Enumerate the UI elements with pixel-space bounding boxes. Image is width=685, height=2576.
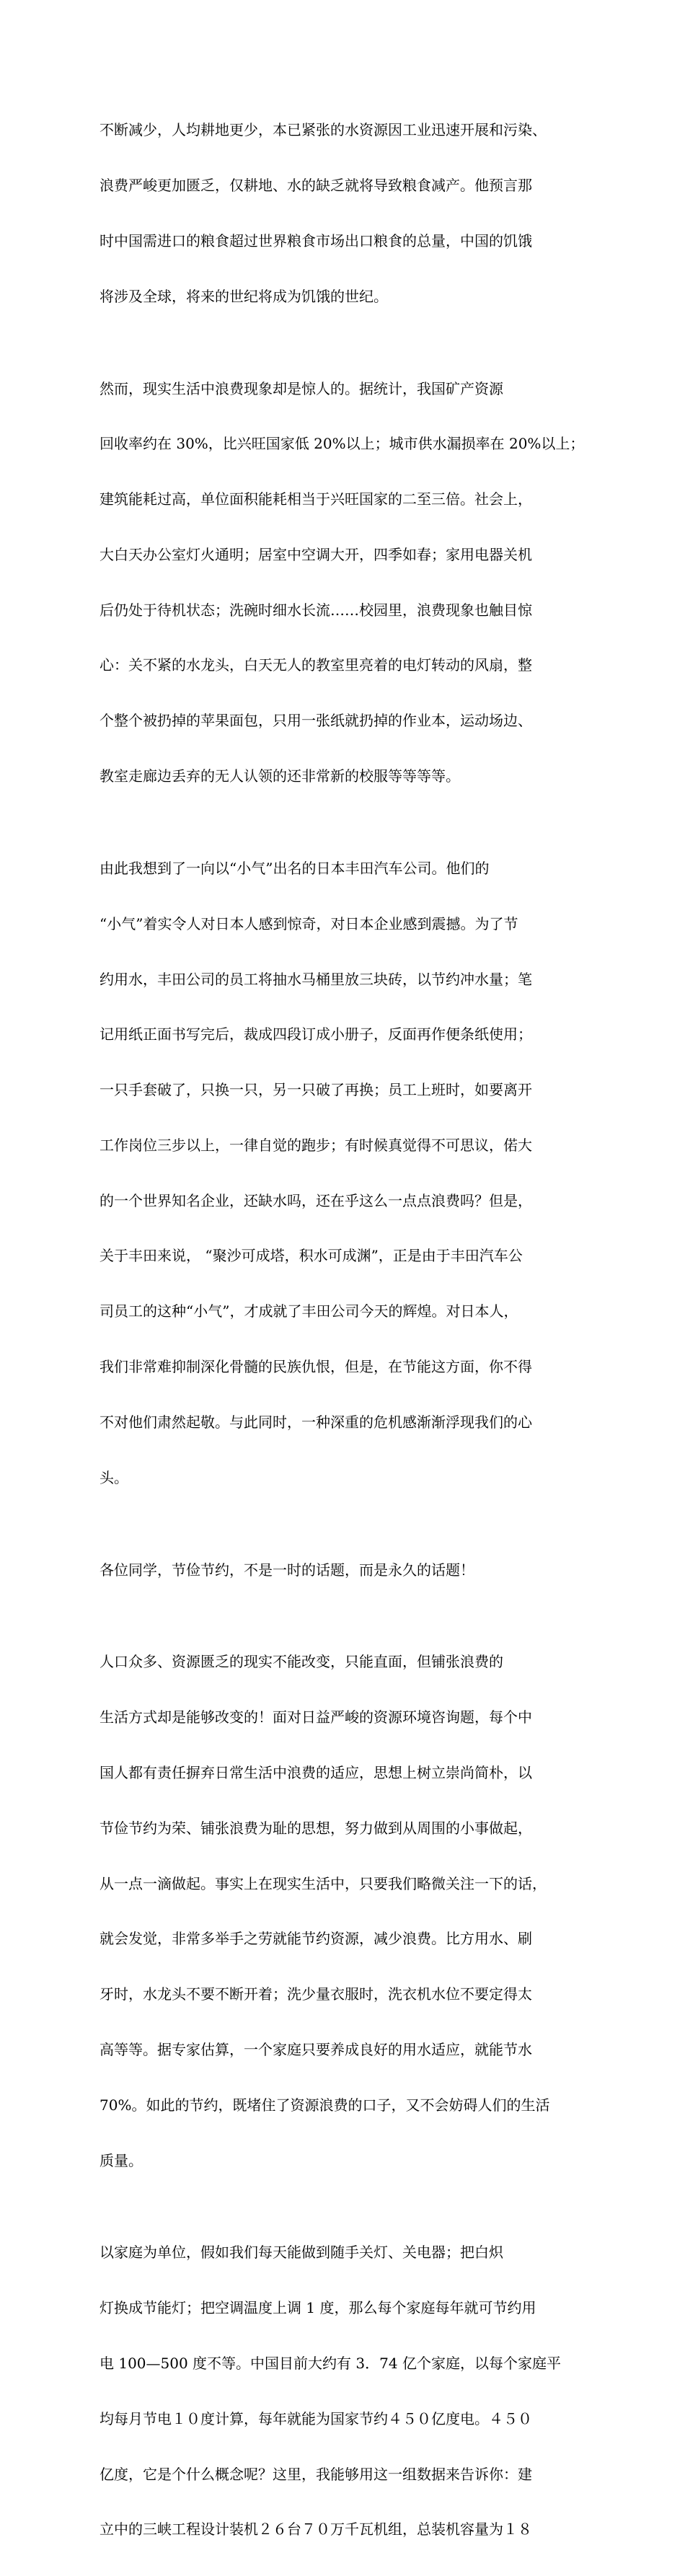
text-line: 个整个被扔掉的苹果面包，只用一张纸就扔掉的作业本，运动场边、	[100, 712, 532, 730]
paragraph-5	[100, 1616, 597, 2207]
paragraph-2	[100, 343, 597, 822]
text-line: 约用水，丰田公司的员工将抽水马桶里放三块砖，以节约冲水量；笔	[100, 970, 532, 988]
text-line: 头。	[100, 1468, 128, 1486]
text-line: 生活方式却是能够改变的！面对日益严峻的资源环境咨询题，每个中	[100, 1708, 532, 1726]
text-line: 70%。如此的节约，既堵住了资源浪费的口子，又不会妨碍人们的生活	[100, 2096, 550, 2114]
text-line: 由此我想到了一向以“小气”出名的日本丰田汽车公司。他们的	[100, 859, 490, 877]
text-line: 人口众多、资源匮乏的现实不能改变，只能直面，但铺张浪费的	[100, 1653, 503, 1671]
text-line: 工作岗位三步以上，一律自觉的跑步；有时候真觉得不可思议，偌大	[100, 1136, 532, 1154]
text-line: 立中的三峡工程设计装机２６台７０万千瓦机组，总装机容量为１８	[100, 2520, 532, 2538]
text-line: 国人都有责任摒弃日常生活中浪费的适应，思想上树立崇尚简朴，以	[100, 1764, 532, 1782]
text-line: 的一个世界知名企业，还缺水吗，还在乎这么一点点浪费吗？但是，	[100, 1191, 532, 1209]
text-line: 牙时，水龙头不要不断开着；洗少量衣服时，洗衣机水位不要定得太	[100, 1985, 532, 2003]
text-line: 亿度，它是个什么概念呢？这里，我能够用这一组数据来告诉你：建	[100, 2465, 532, 2483]
text-line: 浪费严峻更加匮乏，仅耕地、水的缺乏就将导致粮食减产。他预言那	[100, 176, 532, 194]
text-line: 节俭节约为荣、铺张浪费为耻的思想，努力做到从周围的小事做起，	[100, 1819, 532, 1837]
document-page	[100, 84, 597, 2576]
text-line: 电 100—500 度不等。中国目前大约有 3．74 亿个家庭，以每个家庭平	[100, 2355, 561, 2373]
text-line: 以家庭为单位，假如我们每天能做到随手关灯、关电器；把白炽	[100, 2244, 503, 2262]
text-line: 心：关不紧的水龙头，白天无人的教室里亮着的电灯转动的风扇，整	[100, 656, 532, 674]
text-line: 一只手套破了，只换一只，另一只破了再换；员工上班时，如要离开	[100, 1081, 532, 1099]
text-line: 高等等。据专家估算，一个家庭只要养成良好的用水适应，就能节水	[100, 2040, 532, 2058]
text-line: 关于丰田来说， “聚沙可成塔，积水可成渊”，正是由于丰田汽车公	[100, 1247, 523, 1265]
text-line: 教室走廊边丢弃的无人认领的还非常新的校服等等等等。	[100, 767, 460, 785]
text-line: 记用纸正面书写完后，裁成四段订成小册子，反面再作便条纸使用；	[100, 1025, 532, 1044]
paragraph-4	[100, 1524, 597, 1616]
text-line: 建筑能耗过高，单位面积能耗相当于兴旺国家的二至三倍。社会上，	[100, 490, 532, 508]
text-line: “小气”着实令人对日本人感到惊奇，对日本企业感到震撼。为了节	[100, 914, 518, 932]
text-line: 回收率约在 30%，比兴旺国家低 20%以上；城市供水漏损率在 20%以上；	[100, 435, 585, 453]
text-line: 不对他们肃然起敬。与此同时，一种深重的危机感渐渐浮现我们的心	[100, 1413, 532, 1431]
text-line: 将涉及全球，将来的世纪将成为饥饿的世纪。	[100, 287, 388, 305]
text-line: 质量。	[100, 2151, 143, 2169]
text-line: 各位同学，节俭节约，不是一时的话题，而是永久的话题！	[100, 1561, 474, 1579]
paragraph-3	[100, 823, 597, 1525]
paragraph-6	[100, 2207, 597, 2576]
text-line: 大白天办公室灯火通明；居室中空调大开，四季如春；家用电器关机	[100, 545, 532, 563]
text-line: 然而，现实生活中浪费现象却是惊人的。据统计，我国矿产资源	[100, 379, 503, 397]
text-line: 我们非常难抑制深化骨髓的民族仇恨，但是，在节能这方面，你不得	[100, 1357, 532, 1375]
text-line: 不断减少，人均耕地更少，本已紧张的水资源因工业迅速开展和污染、	[100, 121, 547, 139]
text-line: 从一点一滴做起。事实上在现实生活中，只要我们略微关注一下的话，	[100, 1874, 547, 1892]
text-line: 灯换成节能灯；把空调温度上调 1 度，那么每个家庭每年就可节约用	[100, 2299, 536, 2317]
text-line: 后仍处于待机状态；洗碗时细水长流……校园里，浪费现象也触目惊	[100, 601, 532, 619]
paragraph-1	[100, 84, 597, 343]
text-line: 均每月节电１０度计算，每年就能为国家节约４５０亿度电。４５０	[100, 2409, 532, 2427]
text-line: 司员工的这种“小气”，才成就了丰田公司今天的辉煌。对日本人，	[100, 1302, 518, 1320]
text-line: 就会发觉，非常多举手之劳就能节约资源，减少浪费。比方用水、刷	[100, 1930, 532, 1948]
text-line: 时中国需进口的粮食超过世界粮食市场出口粮食的总量，中国的饥饿	[100, 231, 532, 250]
